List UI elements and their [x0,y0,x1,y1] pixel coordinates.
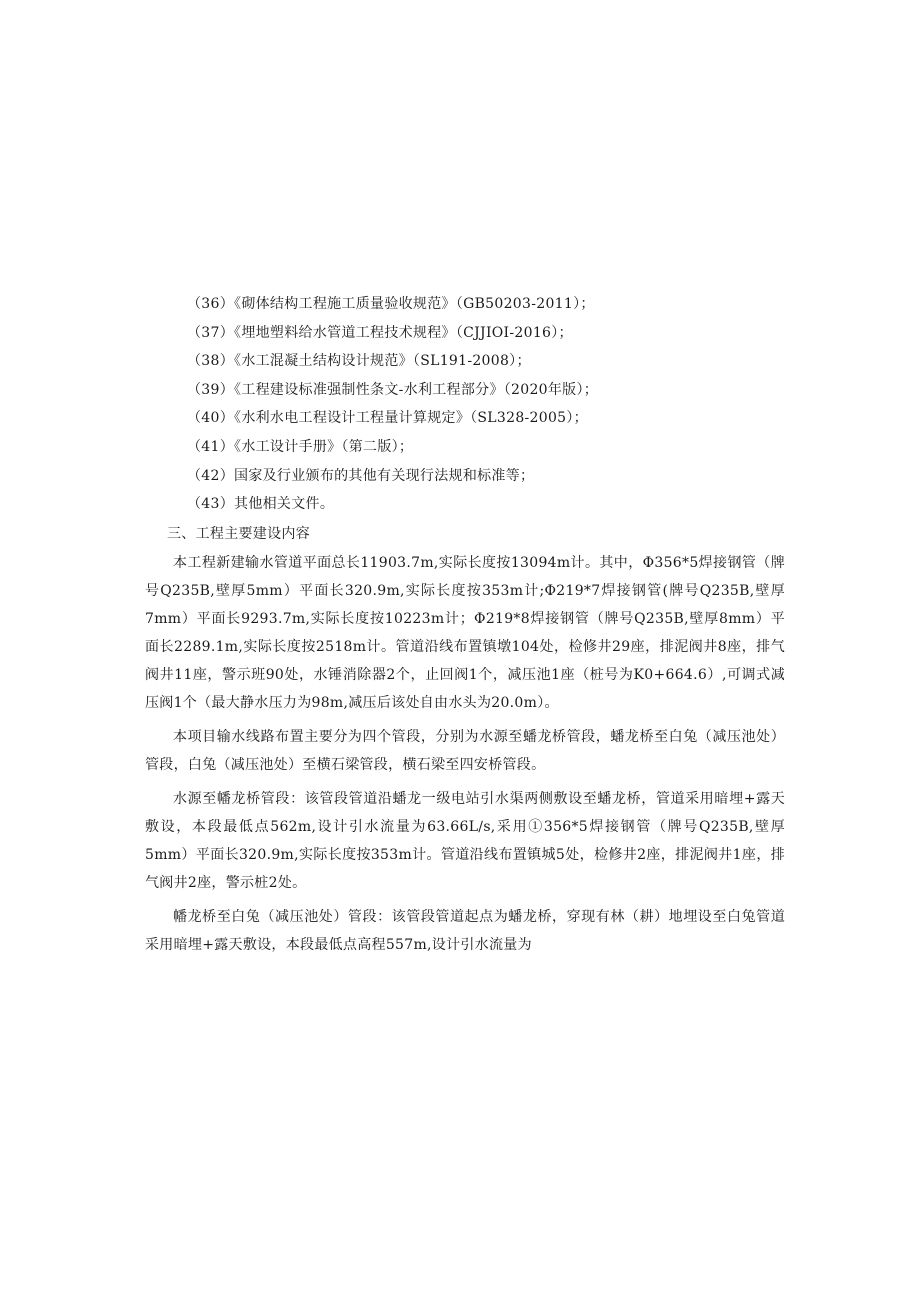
page-content [145,290,785,965]
reference-item-39: （39）《工程建设标准强制性条文-水利工程部分》（2020年版）； [187,381,599,398]
paragraph-source-to-panlong: 水源至幡龙桥管段：该管段管道沿蟠龙一级电站引水渠两侧敷设至蟠龙桥，管道采用暗埋+露天敷设，本段最低点562m,设计引水流量为63.66L∕s,采用①356*5焊接钢管（牌号Q235B,壁厚5mm）平面长320.9m,实际长度按353m计。管道沿线布置镇城5处，检修井2座，排泥阀井1座，排气阀井2座，警示桩2处。 [145,790,785,891]
reference-item-42: （42）国家及行业颁布的其他有关现行法规和标准等； [187,467,535,484]
section-heading: 三、工程主要建设内容 [167,525,310,542]
paragraph-overview: 本工程新建输水管道平面总长11903.7m,实际长度按13094m计。其中，Φ356*5焊接钢管（牌号Q235B,壁厚5mm）平面长320.9m,实际长度按353m计;Φ219*7焊接钢管(牌号Q235B,壁厚7mm）平面长9293.7m,实际长度按10223m计；Φ219*8焊接钢管（牌号Q235B,壁厚8mm）平面长2289.1m,实际长度按2518m计。管道沿线布置镇墩104处，检修井29座，排泥阀井8座，排气阀井11座，警示班90处，水锤消除器2个，止回阀1个，减压池1座（桩号为K0+664.6）,可调式减压阀1个（最大静水压力为98m,减压后该处自由水头为20.0m）。 [145,554,785,711]
reference-item-38: （38）《水工混凝土结构设计规范》（SL191-2008）； [187,353,531,370]
paragraph-sections: 本项目输水线路布置主要分为四个管段，分别为水源至蟠龙桥管段，蟠龙桥至白兔（减压池处）管段，白兔（减压池处）至横石梁管段，横石梁至四安桥管段。 [145,728,785,773]
reference-item-41: （41）《水工设计手册》（第二版）； [187,438,414,455]
reference-item-43: （43）其他相关文件。 [187,496,335,513]
paragraph-panlong-to-baitu: 幡龙桥至白兔（减压池处）管段：该管段管道起点为蟠龙桥，穿现有林（耕）地埋设至白兔管道采用暗埋+露天敷设，本段最低点高程557m,设计引水流量为 [145,908,785,953]
reference-item-36: （36）《砌体结构工程施工质量验收规范》（GB50203-2011）； [187,296,595,312]
reference-item-37: （37）《埋地塑料给水管道工程技术规程》（CJJIOI-2016）； [187,324,573,341]
reference-list [145,290,785,519]
reference-item-40: （40）《水利水电工程设计工程量计算规定》（SL328-2005）； [187,410,588,427]
